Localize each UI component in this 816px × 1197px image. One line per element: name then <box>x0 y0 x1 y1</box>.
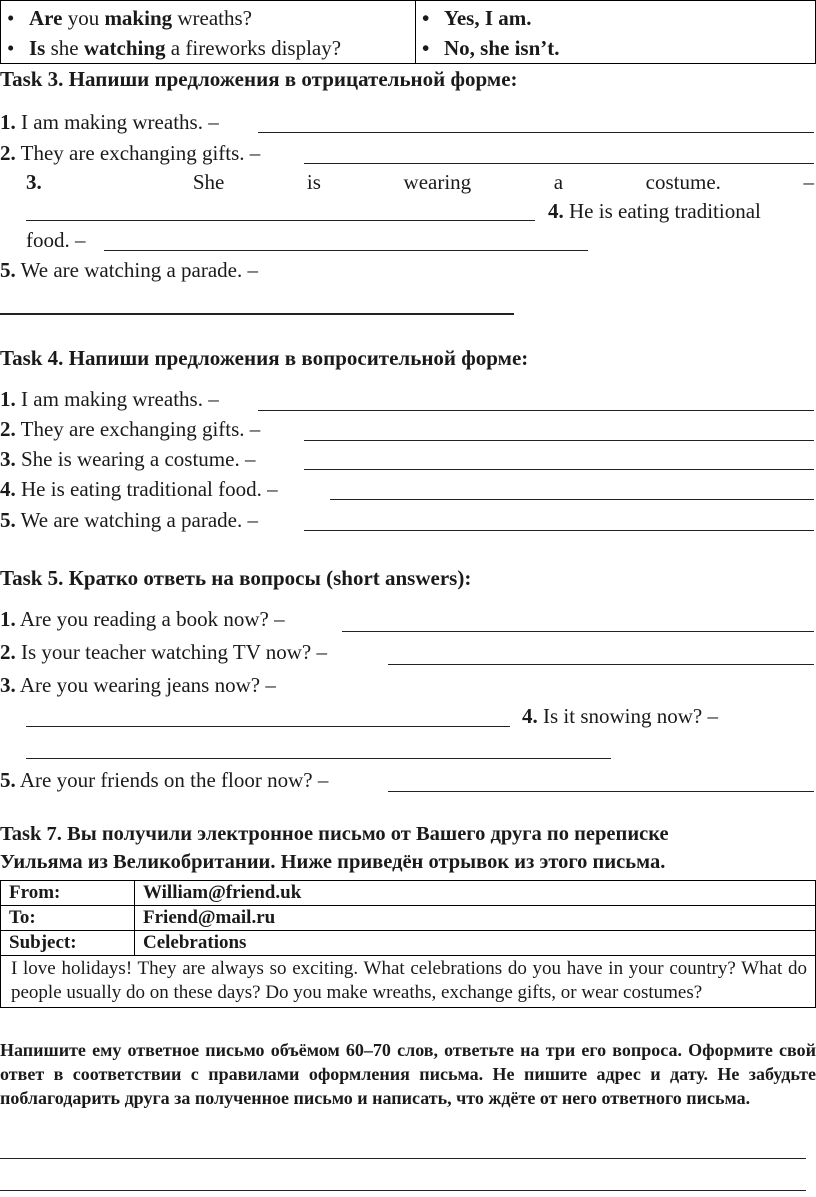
task5-item-4: 4. Is it snowing now? – <box>522 704 718 728</box>
answer-line[interactable] <box>104 250 588 251</box>
answer-line[interactable] <box>388 664 814 665</box>
example-table <box>0 0 816 64</box>
answer-line[interactable] <box>304 440 814 441</box>
task5-item-3: 3. Are you wearing jeans now? – <box>0 673 276 697</box>
task4-item-1: 1. I am making wreaths. – <box>0 387 219 411</box>
task3-item-1: 1. I am making wreaths. – <box>0 110 219 134</box>
answer-line[interactable] <box>0 1158 806 1159</box>
example-question-2: • Is she watching a fireworks display? <box>7 36 342 60</box>
task5-item-2: 2. Is your teacher watching TV now? – <box>0 640 327 664</box>
from-label: From: <box>1 881 135 906</box>
to-label: To: <box>1 906 135 931</box>
task3-item-4-cont: food. – <box>26 228 86 252</box>
task7-title-line2: Уильяма из Великобритании. Ниже приведён отрывок из этого письма. <box>0 851 666 873</box>
answer-line[interactable] <box>304 530 814 531</box>
answer-line[interactable] <box>26 758 611 759</box>
example-answer-1: • Yes, I am. <box>422 6 532 30</box>
task3-item-4: 4. He is eating traditional <box>548 199 761 223</box>
task4-title: Task 4. Напиши предложения в вопросительной форме: <box>0 346 529 370</box>
answer-line[interactable] <box>26 726 510 727</box>
answer-line[interactable] <box>0 1190 806 1191</box>
example-answer-2: • No, she isn’t. <box>422 36 560 60</box>
task4-item-2: 2. They are exchanging gifts. – <box>0 417 261 441</box>
email-body: I love holidays! They are always so exciting. What celebrations do you have in your country? What do people usually do on these days? Do you make wreaths, exchange gifts, or wear costumes? <box>1 956 816 1008</box>
task5-item-5: 5. Are your friends on the floor now? – <box>0 768 329 792</box>
answer-line[interactable] <box>304 469 814 470</box>
email-table <box>0 880 816 1008</box>
task3-item-3: 3. She is wearing a costume. – <box>26 170 814 194</box>
task4-item-5: 5. We are watching a parade. – <box>0 508 258 532</box>
subject-value: Celebrations <box>135 931 816 956</box>
answer-line[interactable] <box>258 132 814 133</box>
answer-line[interactable] <box>304 163 814 164</box>
task7-title-line1: Task 7. Вы получили электронное письмо от Вашего друга по переписке <box>0 823 669 845</box>
example-questions-cell <box>1 1 416 64</box>
answer-line[interactable] <box>342 631 814 632</box>
task4-item-4: 4. He is eating traditional food. – <box>0 477 278 501</box>
task5-item-1: 1. Are you reading a book now? – <box>0 607 285 631</box>
subject-label: Subject: <box>1 931 135 956</box>
answer-line[interactable] <box>0 313 514 315</box>
task3-item-5: 5. We are watching a parade. – <box>0 258 258 282</box>
task5-title: Task 5. Кратко ответь на вопросы (short answers): <box>0 566 472 590</box>
example-answers-cell <box>416 1 816 64</box>
example-question-1: • Are you making wreaths? <box>7 6 253 30</box>
task3-item-2: 2. They are exchanging gifts. – <box>0 141 261 165</box>
task3-title: Task 3. Напиши предложения в отрицательной форме: <box>0 67 518 91</box>
answer-line[interactable] <box>258 410 814 411</box>
from-value: William@friend.uk <box>135 881 816 906</box>
answer-line[interactable] <box>388 791 814 792</box>
to-value: Friend@mail.ru <box>135 906 816 931</box>
task4-item-3: 3. She is wearing a costume. – <box>0 447 256 471</box>
task7-instructions: Напишите ему ответное письмо объёмом 60–70 слов, ответьте на три его вопроса. Оформите свой ответ в соответствии с правилами оформления письма. Не пишите адрес и дату. Не забудьте поблагодарить друга за полученное письмо и написать, что ждёте от него ответного письма. <box>0 1040 816 1108</box>
answer-line[interactable] <box>330 499 814 500</box>
answer-line[interactable] <box>26 220 535 221</box>
